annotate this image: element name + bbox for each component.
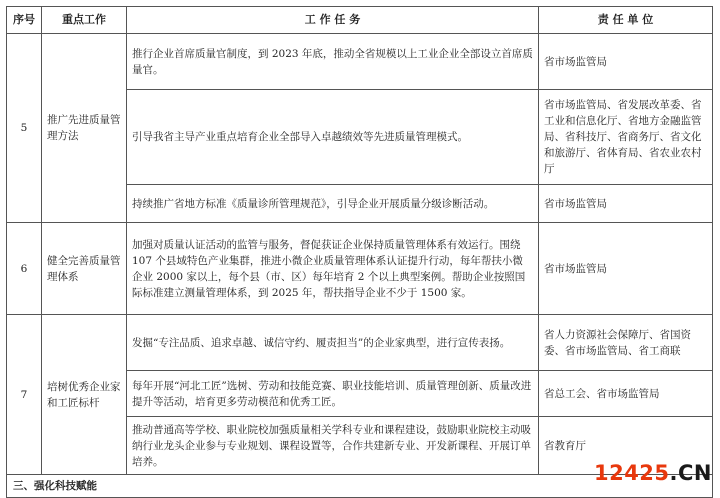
row-number: 6	[7, 223, 42, 315]
header-task: 工 作 任 务	[127, 7, 539, 34]
unit-cell: 省总工会、省市场监管局	[539, 371, 713, 417]
task-table	[6, 6, 713, 498]
watermark-number: 12425	[593, 461, 670, 485]
unit-cell: 省市场监管局	[539, 223, 713, 315]
task-cell: 持续推广省地方标准《质量诊所管理规范》，引导企业开展质量分级诊断活动。	[127, 185, 539, 223]
table-row	[7, 315, 713, 371]
header-row	[7, 7, 713, 34]
header-unit: 责 任 单 位	[539, 7, 713, 34]
header-no: 序号	[7, 7, 42, 34]
row-number: 7	[7, 315, 42, 475]
key-work: 健全完善质量管理体系	[42, 223, 127, 315]
key-work: 培树优秀企业家和工匠标杆	[42, 315, 127, 475]
unit-cell: 省教育厅	[539, 417, 713, 475]
table-row	[7, 34, 713, 90]
header-work: 重点工作	[42, 7, 127, 34]
key-work: 推广先进质量管理方法	[42, 34, 127, 223]
task-cell: 加强对质量认证活动的监管与服务，督促获证企业保持质量管理体系有效运行。围绕 107 个县域特色产业集群，推进小微企业质量管理体系认证提升行动，每年帮扶小微企业 2000 家以上，每个县（市、区）每年培育 2 个以上典型案例。帮助企业按照国际标准建立测量管理体系，到 2025 年，帮扶指导企业不少于 1500 家。	[127, 223, 539, 315]
unit-cell: 省市场监管局	[539, 185, 713, 223]
watermark-domain: .CN	[669, 461, 712, 485]
site-watermark	[594, 461, 712, 485]
unit-cell: 省人力资源社会保障厅、省国资委、省市场监管局、省工商联	[539, 315, 713, 371]
task-cell: 引导我省主导产业重点培育企业全部导入卓越绩效等先进质量管理模式。	[127, 90, 539, 185]
section-heading: 三、强化科技赋能	[7, 475, 713, 498]
table-row	[7, 223, 713, 315]
task-cell: 推动普通高等学校、职业院校加强质量相关学科专业和课程建设，鼓励职业院校主动吸纳行业龙头企业参与专业规划、课程设置等，合作共建新专业、开发新课程、开展订单培养。	[127, 417, 539, 475]
unit-cell: 省市场监管局、省发展改革委、省工业和信息化厅、省地方金融监管局、省科技厅、省商务厅、省文化和旅游厅、省体育局、省农业农村厅	[539, 90, 713, 185]
row-number: 5	[7, 34, 42, 223]
task-cell: 推行企业首席质量官制度，到 2023 年底，推动全省规模以上工业企业全部设立首席质量官。	[127, 34, 539, 90]
unit-cell: 省市场监管局	[539, 34, 713, 90]
task-cell: 每年开展“河北工匠”选树、劳动和技能竞赛、职业技能培训、质量管理创新、质量改进提升等活动，培育更多劳动模范和优秀工匠。	[127, 371, 539, 417]
task-cell: 发掘“专注品质、追求卓越、诚信守约、履责担当”的企业家典型，进行宣传表扬。	[127, 315, 539, 371]
